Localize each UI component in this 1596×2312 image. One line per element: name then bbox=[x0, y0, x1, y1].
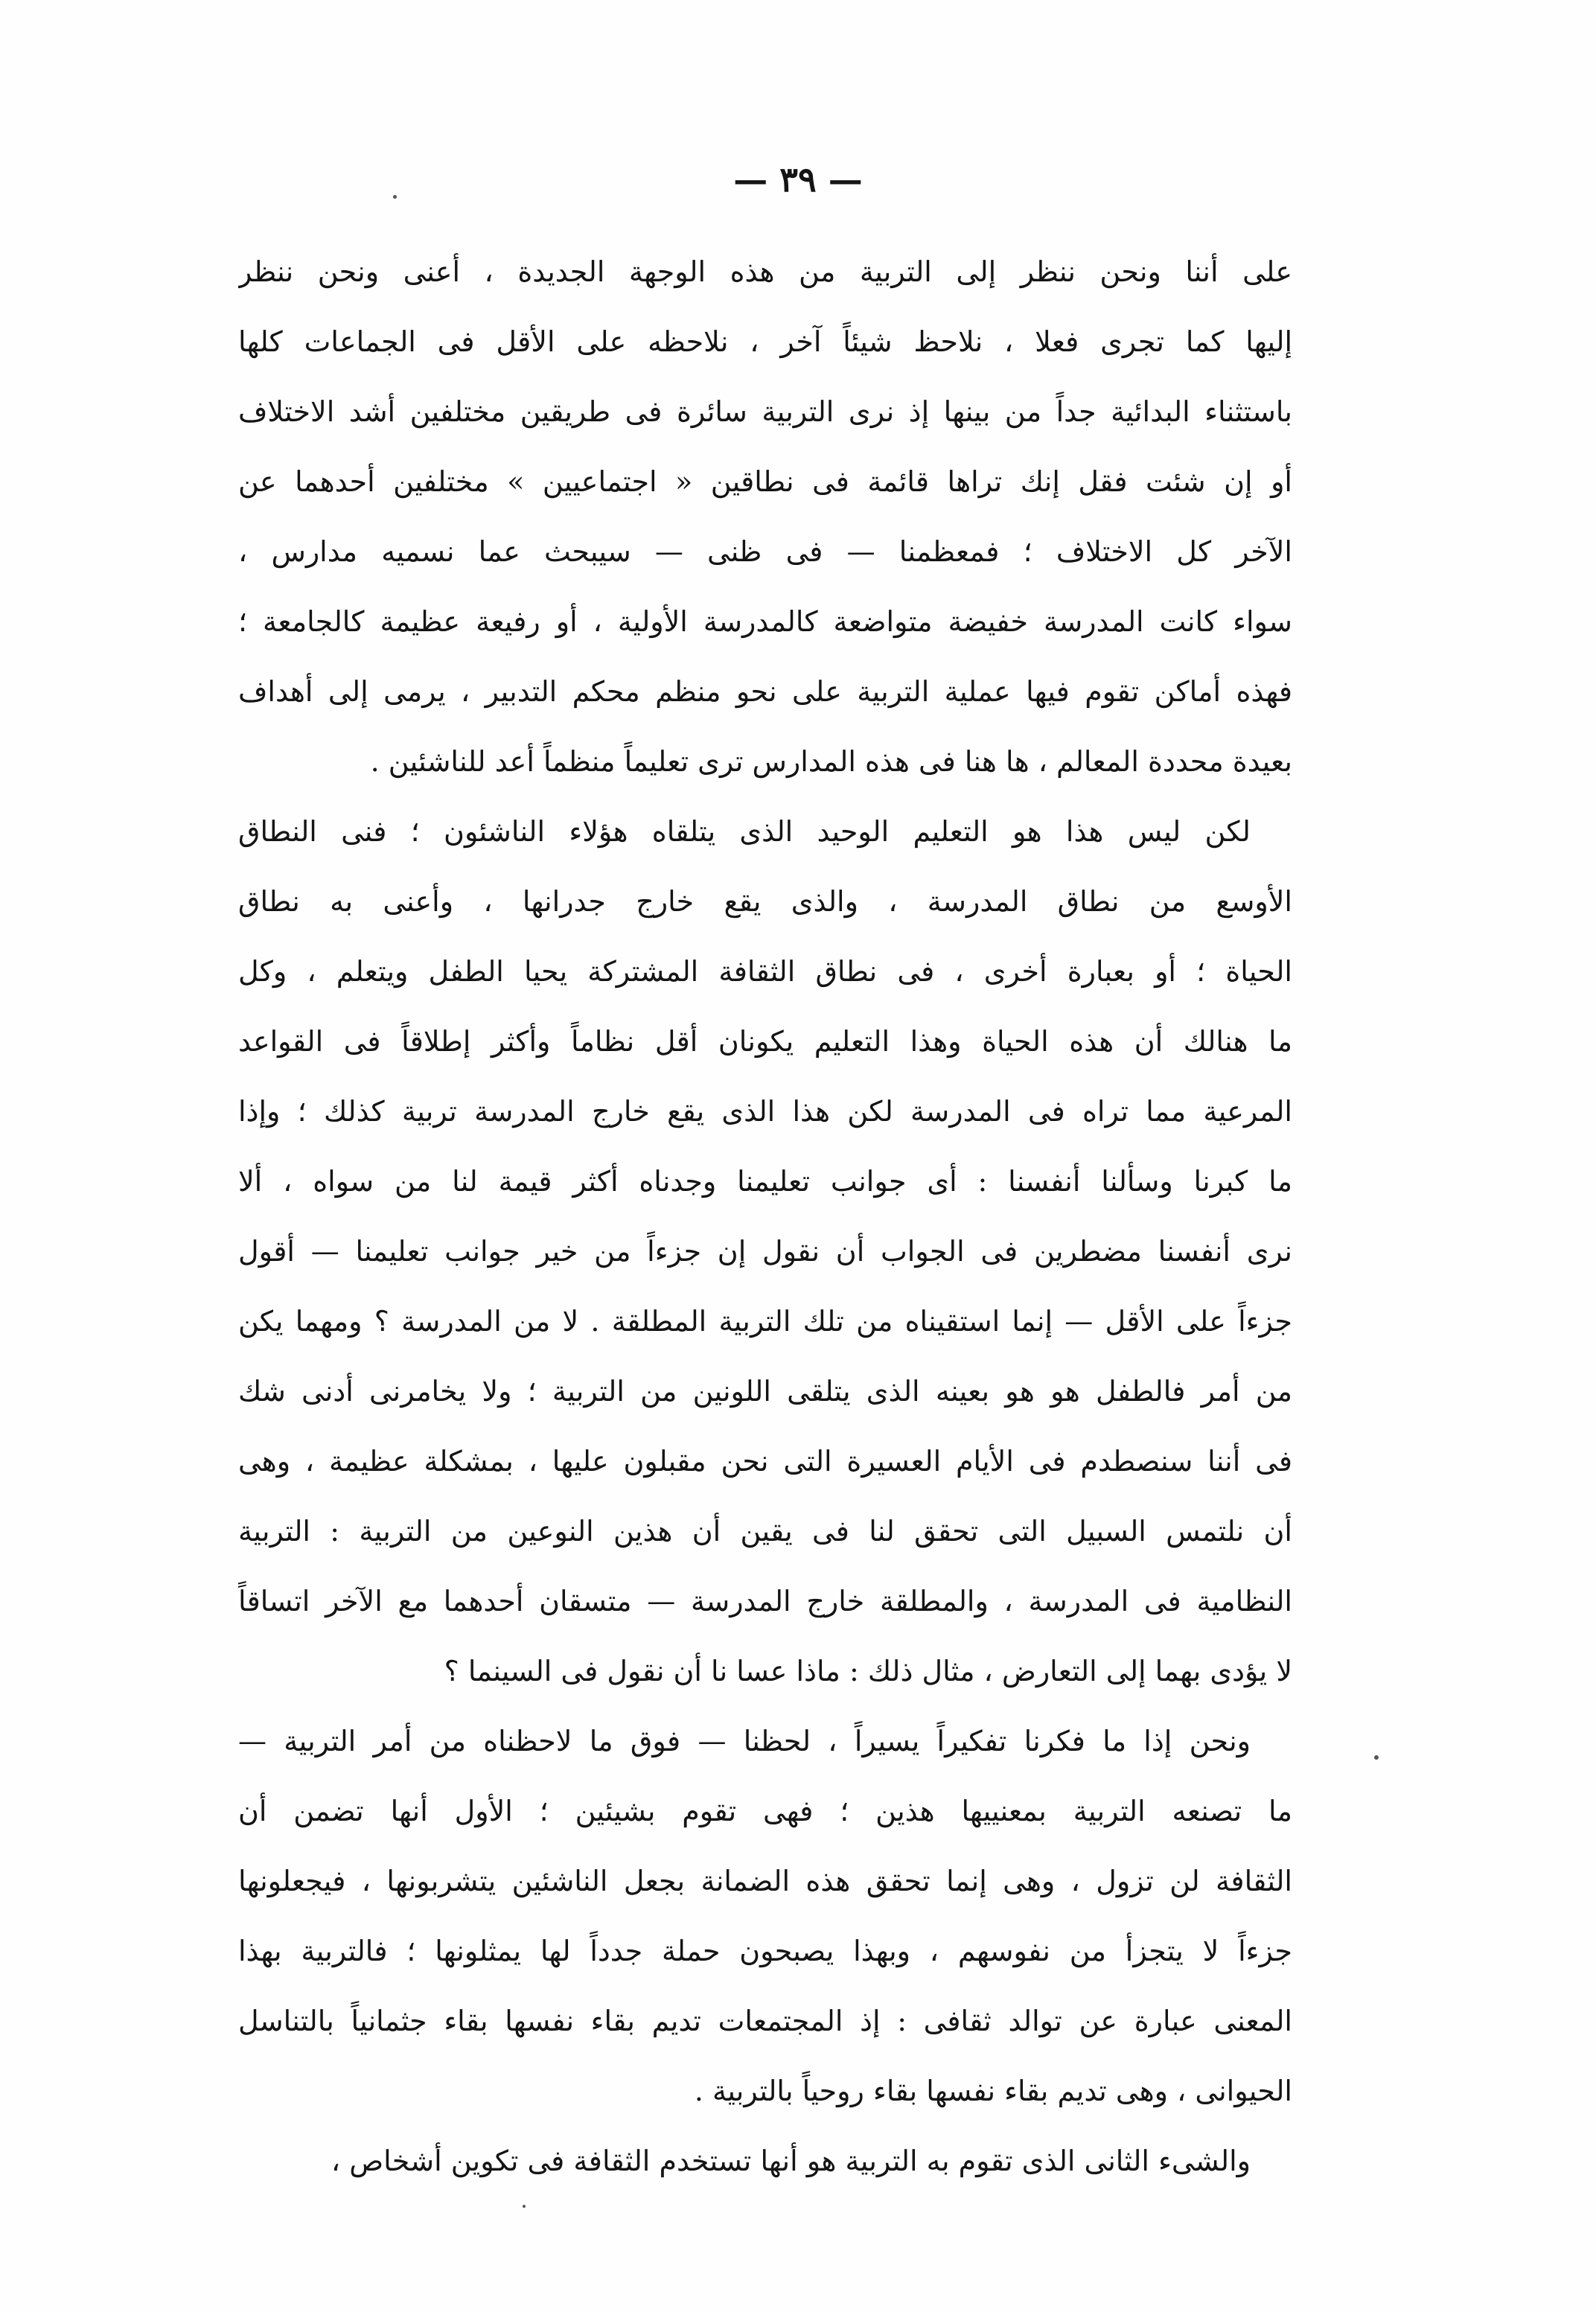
text-line: النظامية فى المدرسة ، والمطلقة خارج المدرسة — متسقان أحدهما مع الآخر اتساقاً bbox=[238, 1585, 1292, 1618]
text-line: أن نلتمس السبيل التى تحقق لنا فى يقين أن هذين النوعين من التربية : التربية bbox=[238, 1515, 1292, 1548]
text-line: المرعية مما تراه فى المدرسة لكن هذا الذى يقع خارج المدرسة تربية كذلك ؛ وإذا bbox=[238, 1095, 1292, 1128]
text-line: الآخر كل الاختلاف ؛ فمعظمنا — فى ظنى — سيبحث عما نسميه مدارس ، bbox=[238, 535, 1292, 568]
page-number: — ٣٩ — bbox=[733, 159, 863, 199]
text-line: لا يؤدى بهما إلى التعارض ، مثال ذلك : ماذا عسا نا أن نقول فى السينما ؟ bbox=[444, 1655, 1292, 1687]
text-line: الحياة ؛ أو بعبارة أخرى ، فى نطاق الثقافة المشتركة يحيا الطفل ويتعلم ، وكل bbox=[238, 955, 1292, 988]
text-line: أو إن شئت فقل إنك تراها قائمة فى نطاقين « اجتماعيين » مختلفين أحدهما عن bbox=[238, 465, 1292, 498]
text-line: إليها كما تجرى فعلا ، نلاحظ شيئاً آخر ، نلاحظه على الأقل فى الجماعات كلها bbox=[238, 325, 1292, 358]
body-text bbox=[238, 237, 1292, 2196]
paragraph-3 bbox=[238, 1706, 1292, 2126]
text-line: والشىء الثانى الذى تقوم به التربية هو أنها تستخدم الثقافة فى تكوين أشخاص ، bbox=[331, 2145, 1251, 2177]
text-line: بعيدة محددة المعالم ، ها هنا فى هذه المدارس ترى تعليماً منظماً أعد للناشئين . bbox=[370, 745, 1292, 778]
text-line: على أننا ونحن ننظر إلى التربية من هذه الوجهة الجديدة ، أعنى ونحن ننظر bbox=[238, 255, 1292, 288]
print-speck bbox=[1374, 1755, 1379, 1760]
paragraph-2 bbox=[238, 796, 1292, 1706]
text-line: ما هنالك أن هذه الحياة وهذا التعليم يكونان أقل نظاماً وأكثر إطلاقاً فى القواعد bbox=[238, 1025, 1292, 1058]
text-line: فهذه أماكن تقوم فيها عملية التربية على نحو منظم محكم التدبير ، يرمى إلى أهداف bbox=[238, 675, 1292, 708]
paragraph-4 bbox=[238, 2126, 1292, 2196]
text-line: الثقافة لن تزول ، وهى إنما تحقق هذه الضمانة بجعل الناشئين يتشربونها ، فيجعلونها bbox=[238, 1865, 1292, 1897]
text-line: سواء كانت المدرسة خفيضة متواضعة كالمدرسة الأولية ، أو رفيعة عظيمة كالجامعة ؛ bbox=[238, 605, 1292, 638]
paragraph-1 bbox=[238, 237, 1292, 796]
text-line: لكن ليس هذا هو التعليم الوحيد الذى يتلقاه هؤلاء الناشئون ؛ فنى النطاق bbox=[238, 815, 1251, 848]
text-line: المعنى عبارة عن توالد ثقافى : إذ المجتمعات تديم بقاء نفسها بقاء جثمانياً بالتناسل bbox=[238, 2005, 1292, 2037]
text-line: جزءاً على الأقل — إنما استقيناه من تلك التربية المطلقة . لا من المدرسة ؟ ومهما يكن bbox=[238, 1305, 1292, 1338]
text-line: الحيوانى ، وهى تديم بقاء نفسها بقاء روحياً بالتربية . bbox=[694, 2075, 1292, 2107]
print-speck bbox=[393, 195, 397, 199]
text-line: باستثناء البدائية جداً من بينها إذ نرى التربية سائرة فى طريقين مختلفين أشد الاختلاف bbox=[238, 395, 1292, 428]
text-line: جزءاً لا يتجزأ من نفوسهم ، وبهذا يصبحون حملة جدداً لها يمثلونها ؛ فالتربية بهذا bbox=[238, 1935, 1292, 1967]
text-line: فى أننا سنصطدم فى الأيام العسيرة التى نحن مقبلون عليها ، بمشكلة عظيمة ، وهى bbox=[238, 1445, 1292, 1478]
text-line: الأوسع من نطاق المدرسة ، والذى يقع خارج جدرانها ، وأعنى به نطاق bbox=[238, 885, 1292, 918]
text-line: ما تصنعه التربية بمعنييها هذين ؛ فهى تقوم بشيئين ؛ الأول أنها تضمن أن bbox=[238, 1795, 1292, 1827]
text-line: من أمر فالطفل هو هو بعينه الذى يتلقى اللونين من التربية ؛ ولا يخامرنى أدنى شك bbox=[238, 1375, 1292, 1408]
text-line: ما كبرنا وسألنا أنفسنا : أى جوانب تعليمنا وجدناه أكثر قيمة لنا من سواه ، ألا bbox=[238, 1165, 1292, 1198]
text-line: ونحن إذا ما فكرنا تفكيراً يسيراً ، لحظنا — فوق ما لاحظناه من أمر التربية — bbox=[238, 1725, 1251, 1757]
text-line: نرى أنفسنا مضطرين فى الجواب أن نقول إن جزءاً من خير جوانب تعليمنا — أقول bbox=[238, 1235, 1292, 1268]
print-speck bbox=[523, 2205, 526, 2208]
